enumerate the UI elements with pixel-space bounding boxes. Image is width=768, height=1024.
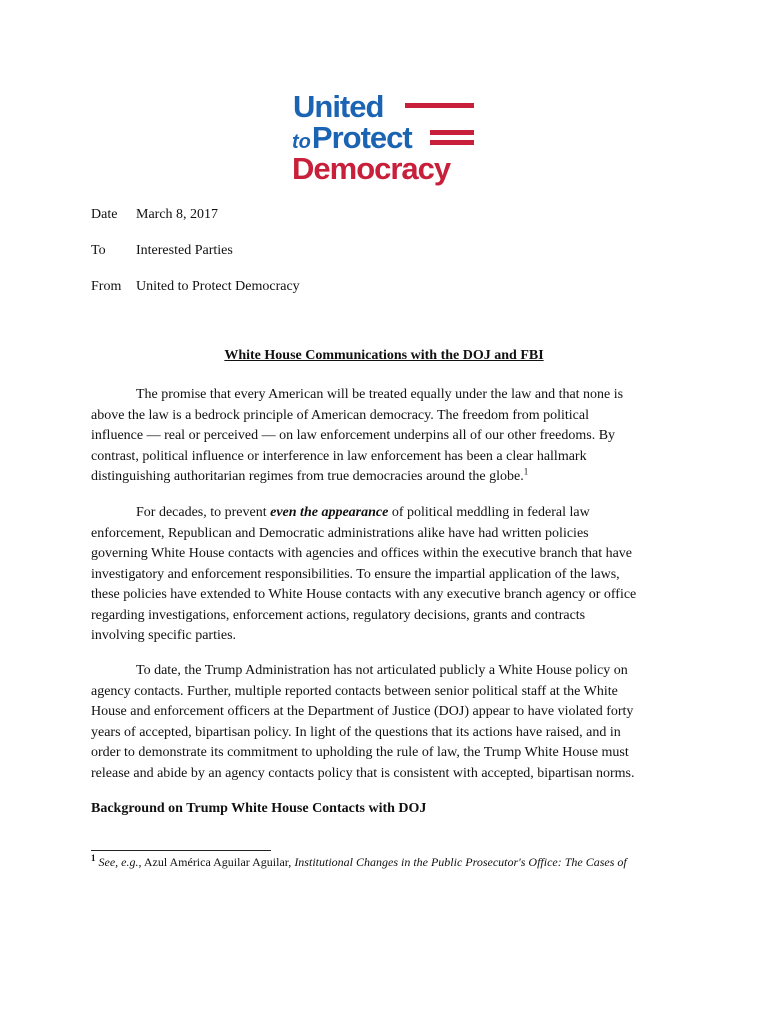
p1-line: above the law is a bedrock principle of American democracy. The freedom from political bbox=[91, 407, 589, 423]
paragraph-3 bbox=[91, 661, 681, 784]
p1-line: contrast, political influence or interference in law enforcement has been a clear hallmark bbox=[91, 448, 587, 464]
p2-line: regarding investigations, enforcement actions, regulatory decisions, grants and contracts bbox=[91, 607, 586, 623]
memo-title-text: White House Communications with the DOJ and FBI bbox=[224, 348, 544, 363]
from-value: United to Protect Democracy bbox=[136, 279, 300, 294]
footnote-reference[interactable]: 1 bbox=[523, 466, 529, 477]
memo-title bbox=[0, 348, 768, 364]
footnote-number: 1 bbox=[91, 853, 96, 863]
p3-line: agency contacts. Further, multiple reported contacts between senior political staff at the White bbox=[91, 683, 618, 699]
logo-bar-top bbox=[405, 103, 474, 108]
footnote-author: , Azul América Aguilar Aguilar, bbox=[138, 855, 295, 869]
p3-line: years of accepted, bipartisan policy. In light of the questions that its actions have raised, and in bbox=[91, 724, 621, 740]
p1-line-last bbox=[91, 467, 681, 488]
p2-text: of political meddling in federal law bbox=[388, 505, 590, 520]
footnote bbox=[91, 855, 627, 870]
footnote-see: See, e.g. bbox=[98, 855, 139, 869]
p1-line: influence — real or perceived — on law enforcement underpins all of our other freedoms. By bbox=[91, 428, 616, 443]
footnote-divider bbox=[91, 850, 271, 851]
p2-line: investigatory and enforcement responsibilities. To ensure the impartial application of the laws, bbox=[91, 566, 620, 582]
p3-line: House and enforcement officers at the Department of Justice (DOJ) appear to have violated forty bbox=[91, 704, 634, 719]
p2-line: these policies have extended to White House contacts with any executive branch agency or office bbox=[91, 587, 637, 602]
to-label: To bbox=[91, 243, 106, 258]
p1-line-text: distinguishing authoritarian regimes from true democracies around the globe. bbox=[91, 469, 524, 484]
logo-line-united: United bbox=[293, 89, 384, 124]
date-label: Date bbox=[91, 207, 118, 222]
to-value: Interested Parties bbox=[136, 243, 233, 258]
organization-logo bbox=[292, 90, 482, 190]
p1-line: The promise that every American will be treated equally under the law and that none is bbox=[136, 387, 624, 402]
p3-line: To date, the Trump Administration has not articulated publicly a White House policy on bbox=[136, 663, 628, 678]
paragraph-2 bbox=[91, 503, 681, 647]
date-value: March 8, 2017 bbox=[136, 207, 219, 222]
from-label: From bbox=[91, 279, 122, 294]
p2-line-first bbox=[91, 503, 681, 524]
footnote-work-title: Institutional Changes in the Public Prosecutor's Office: The Cases of bbox=[294, 855, 627, 869]
logo-line-democracy: Democracy bbox=[292, 151, 451, 186]
p2-line: governing White House contacts with agencies and offices within the executive branch that have bbox=[91, 546, 633, 561]
p3-line: release and abide by an agency contacts policy that is consistent with accepted, bipartisan norms. bbox=[91, 765, 635, 781]
p3-line: order to demonstrate its commitment to upholding the rule of law, the Trump White House must bbox=[91, 745, 629, 760]
p2-line: involving specific parties. bbox=[91, 628, 237, 643]
p2-emphasis: even the appearance bbox=[270, 505, 389, 520]
p2-text: For decades, to prevent bbox=[136, 505, 271, 520]
section-heading: Background on Trump White House Contacts with DOJ bbox=[91, 801, 427, 816]
paragraph-1 bbox=[91, 385, 681, 488]
p2-line: enforcement, Republican and Democratic administrations alike have had written policies bbox=[91, 525, 589, 541]
logo-word-to: to bbox=[292, 131, 311, 153]
logo-bar-lower bbox=[430, 140, 474, 145]
logo-word-protect: Protect bbox=[311, 120, 412, 155]
logo-bar-middle bbox=[430, 130, 474, 135]
